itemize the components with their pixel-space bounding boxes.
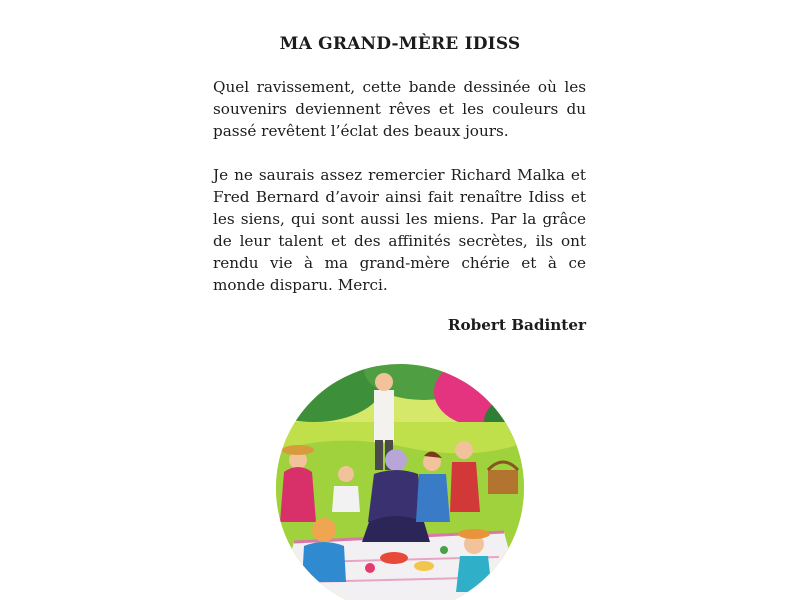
paragraph-1: Quel ravissement, cette bande dessinée où les souvenirs deviennent rêves et les couleurs du passé revêtent l’éclat des beaux jours. <box>213 78 586 140</box>
signature: Robert Badinter <box>447 316 586 334</box>
picnic-illustration <box>274 362 526 600</box>
paragraph-2: Je ne saurais assez remercier Richard Malka et Fred Bernard d’avoir ainsi fait renaître Idiss et les siens, qui sont aussi les miens. Par la grâce de leur talent et des affinités secrètes, ils ont rendu vie à ma grand-mère chérie et à ce monde disparu. Merci. <box>213 166 586 294</box>
page-title: MA GRAND-MÈRE IDISS <box>279 34 521 54</box>
